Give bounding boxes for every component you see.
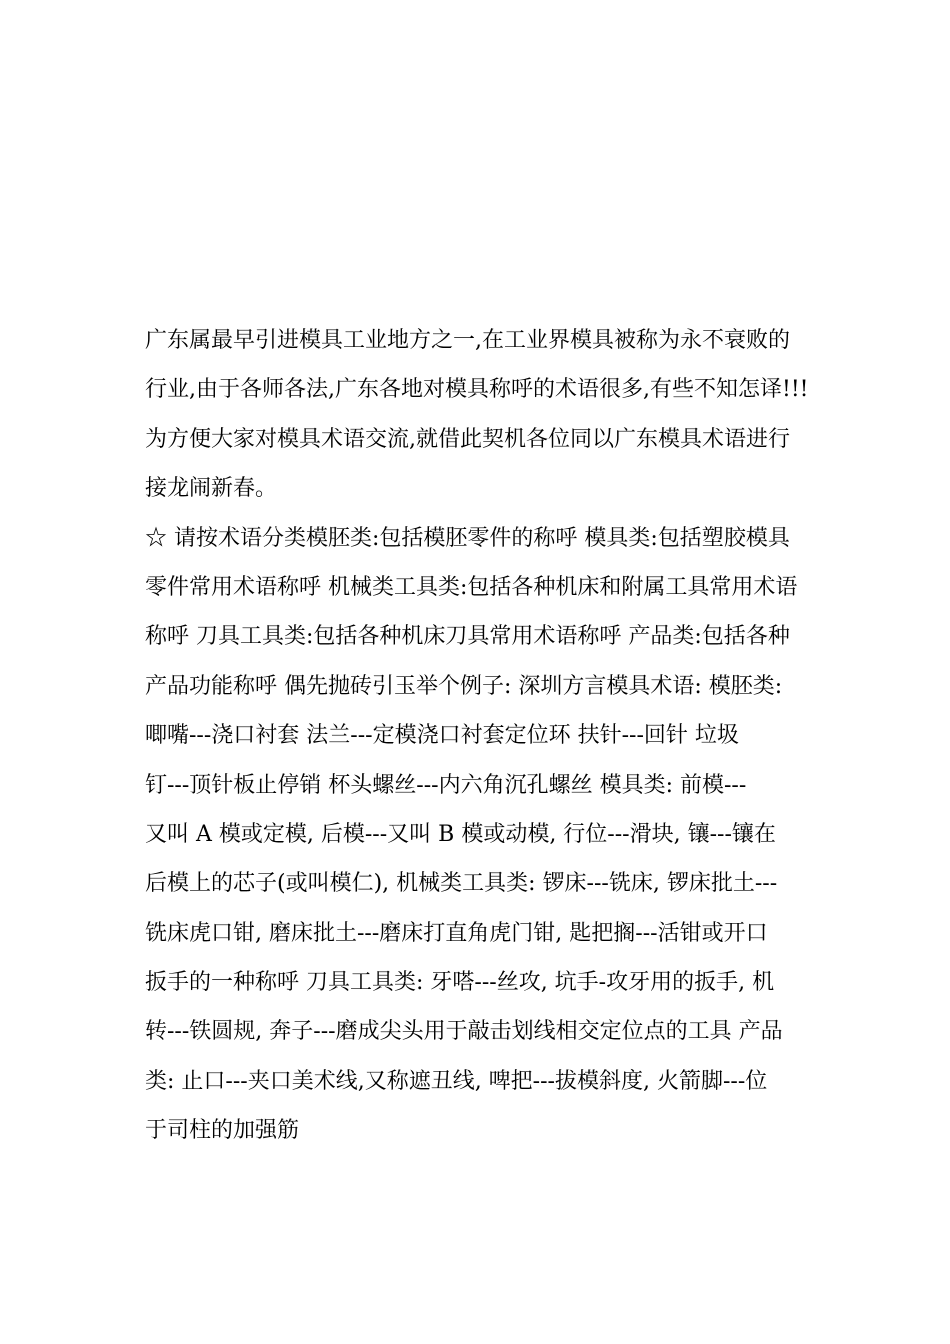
text-line-2: 行业,由于各师各法,广东各地对模具称呼的术语很多,有些不知怎译!!! bbox=[145, 377, 809, 403]
text-line-8: 产品功能称呼 偶先抛砖引玉举个例子: 深圳方言模具术语: 模胚类: bbox=[145, 673, 783, 699]
text-line-6: 零件常用术语称呼 机械类工具类:包括各种机床和附属工具常用术语 bbox=[145, 574, 798, 600]
text-line-7: 称呼 刀具工具类:包括各种机床刀具常用术语称呼 产品类:包括各种 bbox=[145, 624, 790, 650]
text-line-5: ☆ 请按术语分类模胚类:包括模胚零件的称呼 模具类:包括塑胶模具 bbox=[145, 525, 790, 551]
text-line-11: 又叫 A 模或定模, 后模---又叫 B 模或动模, 行位---滑块, 镶---镶在 bbox=[145, 821, 776, 847]
text-line-16: 类: 止口---夹口美术线,又称遮丑线, 啤把---拔模斜度, 火箭脚---位 bbox=[145, 1068, 768, 1094]
text-line-10: 钉---顶针板止停销 杯头螺丝---内六角沉孔螺丝 模具类: 前模--- bbox=[145, 772, 747, 798]
text-line-1: 广东属最早引进模具工业地方之一,在工业界模具被称为永不衰败的 bbox=[145, 328, 790, 353]
text-line-17: 于司柱的加强筋 bbox=[145, 1118, 300, 1144]
text-line-3: 为方便大家对模具术语交流,就借此契机各位同以广东模具术语进行 bbox=[145, 426, 790, 452]
body-text bbox=[145, 316, 815, 1156]
text-line-13: 铣床虎口钳, 磨床批土---磨床打直角虎门钳, 匙把搁---活钳或开口 bbox=[145, 920, 768, 946]
text-line-15: 转---铁圆规, 奔子---磨成尖头用于敲击划线相交定位点的工具 产品 bbox=[145, 1019, 783, 1045]
text-line-4: 接龙闹新春。 bbox=[145, 476, 278, 502]
text-line-9: 唧嘴---浇口衬套 法兰---定模浇口衬套定位环 扶针---回针 垃圾 bbox=[145, 723, 739, 749]
text-line-12: 后模上的芯子(或叫模仁), 机械类工具类: 锣床---铣床, 锣床批土--- bbox=[145, 871, 778, 897]
text-line-14: 扳手的一种称呼 刀具工具类: 牙嗒---丝攻, 坑手-攻牙用的扳手, 机 bbox=[145, 970, 775, 996]
